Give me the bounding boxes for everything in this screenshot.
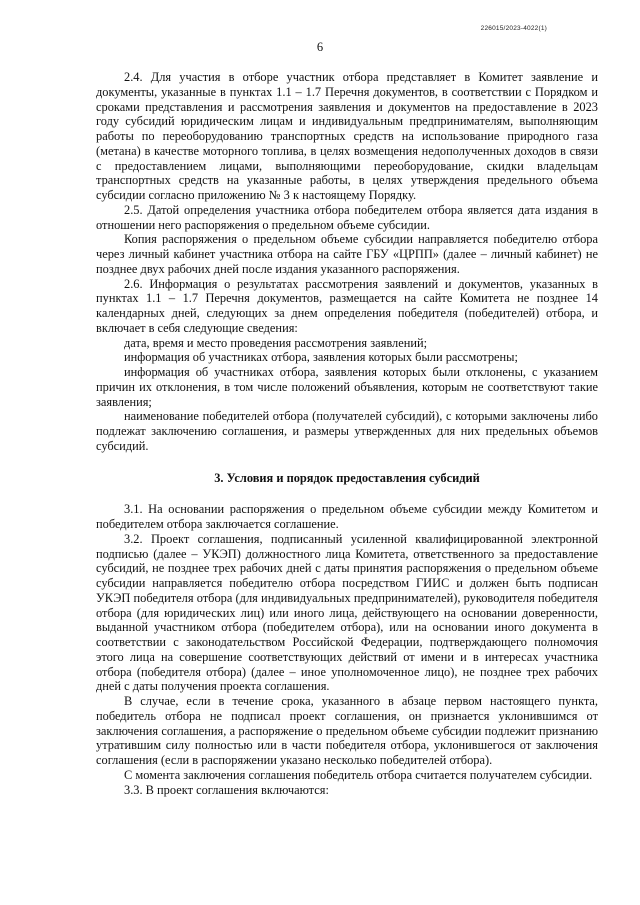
paragraph-2-6: 2.6. Информация о результатах рассмотрения заявлений и документов, указанных в пунктах 1.1 – 1.7 Перечня документов, размещается на сайте Комитета не позднее 14 календарных дней, следующих за днем определения победителя (победителей) отбора, и включает в себя следующие сведения: — [96, 276, 598, 335]
paragraph-copy-order: Копия распоряжения о предельном объеме субсидии направляется победителю отбора через личный кабинет участника отбора на сайте ГБУ «ЦРПП» (далее – личный кабинет) не позднее двух рабочих дней после издания указанного распоряжения. — [96, 232, 598, 276]
list-item-winners: наименование победителей отбора (получателей субсидий), с которыми заключены либо подлежат заключению соглашения, и размеры утвержденных для них предельных объемов субсидий. — [96, 409, 598, 453]
paragraph-3-2: 3.2. Проект соглашения, подписанный усиленной квалифицированной электронной подписью (далее – УКЭП) должностного лица Комитета, ответственного за предоставление субсидий, не позднее трех рабочих дней с даты принятия распоряжения о предельном объеме субсидии направляется победителю отбора посредством ГИИС и должен быть подписан УКЭП победителя отбора (для индивидуальных предпринимателей), руководителя победителя отбора (для юридических лиц) или иного лица, действующего на основании доверенности, выданной участником отбора (победителем отбора), или на основании иного документа в соответствии с законодательством Российской Федерации, подтверждающего полномочия этого лица на совершение соответствующих действий от имени и в интересах участника отбора (победителя отбора) (далее – иное уполномоченное лицо), не позднее трех рабочих дней с даты получения проекта соглашения. — [96, 531, 598, 694]
paragraph-evasion: В случае, если в течение срока, указанного в абзаце первом настоящего пункта, победитель отбора не подписал проект соглашения, он признается уклонившимся от заключения соглашения, а распоряжение о предельном объеме субсидии подлежит признанию утратившим силу полностью или в части победителя отбора, уклонившегося от заключения соглашения (если в распоряжении указано несколько победителей отбора). — [96, 694, 598, 767]
list-item-rejected-participants: информация об участниках отбора, заявления которых были отклонены, с указанием причин их отклонения, в том числе положений объявления, которым не соответствуют такие заявления; — [96, 365, 598, 409]
document-id: 226015/2023-4022(1) — [480, 25, 547, 32]
paragraph-3-1: 3.1. На основании распоряжения о предельном объеме субсидии между Комитетом и победителем отбора заключается соглашение. — [96, 502, 598, 531]
section-3-heading: 3. Условия и порядок предоставления субсидий — [214, 470, 480, 485]
paragraph-2-5: 2.5. Датой определения участника отбора победителем отбора является дата издания в отношении него распоряжения о предельном объеме субсидии. — [96, 202, 598, 232]
paragraph-2-4: 2.4. Для участия в отборе участник отбора представляет в Комитет заявление и документы, указанные в пунктах 1.1 – 1.7 Перечня документов, в соответствии с Порядком и сроками представления и рассмотрения заявления и документов на предоставление в 2023 году субсидий юридическим лицам и индивидуальным предпринимателям, выполняющим работы по переоборудованию транспортных средств на использование природного газа (метана) в качестве моторного топлива, в целях возмещения недополученных доходов в связи с предоставлением лицами, выполняющими переоборудование, скидки владельцам транспортных средств на указанные работы, в целях утверждения предельного объема субсидии согласно приложению № 3 к настоящему Порядку. — [96, 70, 598, 202]
list-item-reviewed-participants: информация об участниках отбора, заявления которых были рассмотрены; — [124, 350, 518, 365]
page-number: 6 — [316, 40, 324, 54]
document-body — [96, 70, 598, 797]
paragraph-recipient-status: С момента заключения соглашения победитель отбора считается получателем субсидии. — [124, 767, 593, 782]
paragraph-3-3: 3.3. В проект соглашения включаются: — [124, 782, 329, 797]
list-item-review-datetime: дата, время и место проведения рассмотрения заявлений; — [124, 335, 428, 350]
